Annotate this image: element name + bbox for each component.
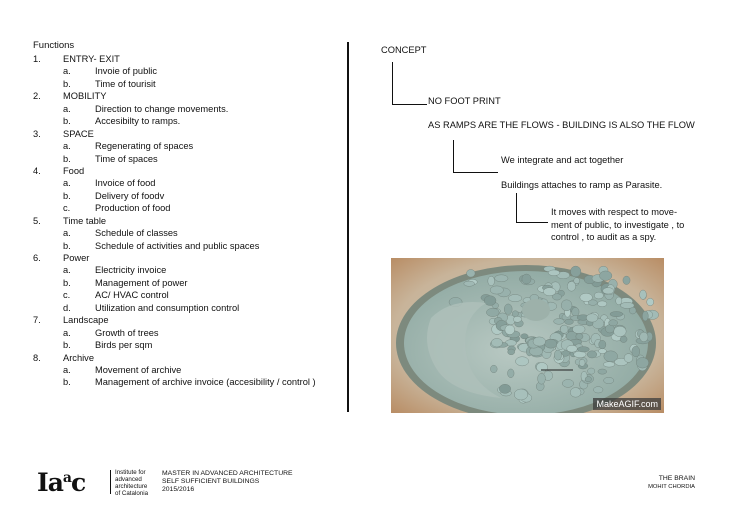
pebble	[616, 297, 622, 305]
subitem-letter: b.	[63, 190, 71, 201]
pebble	[490, 286, 503, 294]
function-subitem	[33, 153, 343, 165]
item-label: Power	[63, 253, 90, 263]
function-subitem	[33, 339, 343, 351]
subitem-letter: c.	[63, 290, 71, 301]
function-item	[33, 252, 343, 264]
pebble	[603, 288, 614, 294]
author-name: MOHIT CHORDIA	[648, 484, 695, 490]
subitem-text: Birds per sqm	[95, 340, 153, 351]
pebble	[562, 379, 573, 387]
pebble	[567, 345, 578, 352]
function-item	[33, 90, 343, 102]
subitem-letter: a.	[63, 178, 71, 189]
function-subitem	[33, 327, 343, 339]
subitem-text: Schedule of activities and public spaces	[95, 240, 260, 251]
pebble	[491, 338, 502, 347]
item-label: Archive	[63, 352, 95, 363]
subitem-text: Electricity invoice	[95, 265, 167, 276]
item-number: 4.	[33, 165, 41, 176]
function-subitem	[33, 376, 343, 388]
pebble	[508, 295, 522, 302]
pebble	[609, 320, 618, 326]
pebble	[529, 347, 542, 356]
function-item	[33, 314, 343, 326]
pebble	[588, 300, 597, 306]
pebble	[505, 325, 515, 335]
project-credit	[648, 475, 695, 491]
function-subitem	[33, 277, 343, 289]
connector-line	[392, 104, 427, 105]
subitem-letter: b.	[63, 153, 71, 164]
pebble	[600, 271, 612, 281]
function-subitem	[33, 264, 343, 276]
item-label: MOBILITY	[63, 91, 107, 102]
function-item	[33, 215, 343, 227]
pebble	[560, 325, 568, 333]
pebble	[533, 337, 546, 346]
pebble	[640, 290, 647, 299]
pebble	[561, 300, 572, 311]
function-subitem	[33, 190, 343, 202]
item-label: ENTRY- EXIT	[63, 54, 120, 64]
pebble	[586, 314, 598, 322]
subitem-text: Regenerating of spaces	[95, 141, 194, 152]
column-divider	[347, 42, 349, 412]
pebble	[572, 307, 579, 316]
function-subitem	[33, 302, 343, 314]
subitem-text: Accesibilty to ramps.	[95, 116, 181, 127]
pebble	[545, 339, 557, 348]
function-item	[33, 53, 343, 65]
item-number: 2.	[33, 91, 41, 102]
subitem-letter: b.	[63, 340, 71, 351]
pebble	[554, 319, 565, 325]
subitem-letter: b.	[63, 377, 71, 388]
subitem-text: Production of food	[95, 203, 171, 214]
functions-title: Functions	[33, 40, 75, 51]
moves-text: It moves with respect to move- ment of public, to investigate , to control , to audit as a spy.	[551, 207, 685, 242]
watermark: MakeAGIF.com	[593, 398, 661, 410]
connector-line	[453, 140, 454, 172]
pebble	[636, 358, 648, 369]
function-subitem	[33, 140, 343, 152]
pebble	[508, 349, 515, 355]
institute-name: Institute for advanced architecture of Catalonia	[115, 469, 149, 497]
subitem-text: Invoice of food	[95, 178, 156, 189]
pebble	[604, 377, 614, 383]
item-number: 6.	[33, 253, 41, 263]
pebble	[614, 326, 627, 336]
subitem-letter: a.	[63, 364, 71, 375]
pebble	[554, 350, 561, 360]
subitem-letter: a.	[63, 265, 71, 276]
subitem-text: Delivery of foodv	[95, 190, 165, 201]
item-number: 8.	[33, 352, 41, 363]
function-subitem	[33, 240, 343, 252]
subitem-letter: d.	[63, 302, 71, 313]
item-label: Food	[63, 165, 85, 176]
logo-divider	[110, 470, 111, 494]
pebble	[464, 281, 475, 286]
connector-line	[516, 222, 548, 223]
pebble	[490, 365, 497, 373]
pebble	[467, 270, 476, 278]
pebble	[522, 274, 531, 284]
pebble	[548, 270, 560, 276]
concept-title: CONCEPT	[381, 45, 427, 55]
pebble	[484, 296, 496, 306]
pebble	[516, 357, 529, 366]
subitem-text: Schedule of classes	[95, 228, 178, 239]
subitem-letter: a.	[63, 327, 71, 338]
function-subitem	[33, 103, 343, 115]
subitem-text: AC/ HVAC control	[95, 290, 169, 301]
project-title: THE BRAIN	[658, 475, 695, 482]
pebble	[579, 359, 585, 366]
function-subitem	[33, 289, 343, 301]
pebble	[585, 377, 591, 382]
subitem-letter: b.	[63, 116, 71, 127]
integrate-text: We integrate and act together	[501, 155, 624, 165]
connector-line	[453, 172, 498, 173]
pebble	[495, 275, 508, 282]
subitem-letter: b.	[63, 277, 71, 288]
function-subitem	[33, 227, 343, 239]
function-subitem	[33, 78, 343, 90]
no-foot-print-text: NO FOOT PRINT	[428, 96, 501, 106]
pebble	[571, 266, 581, 277]
pebble	[576, 334, 583, 340]
item-label: Landscape	[63, 315, 109, 326]
subitem-letter: a.	[63, 66, 71, 77]
pebble	[504, 304, 512, 315]
pebble	[632, 346, 640, 357]
pebble	[574, 278, 580, 284]
function-item	[33, 352, 343, 364]
pebble	[642, 311, 648, 321]
subitem-text: Management of archive invoice (accesibility / control )	[95, 377, 316, 388]
item-label: SPACE	[63, 128, 94, 139]
pebble	[508, 369, 515, 378]
subitem-letter: b.	[63, 78, 71, 89]
pebble	[620, 336, 627, 342]
pebble	[594, 292, 603, 299]
connector-line	[516, 193, 517, 222]
functions-list	[33, 53, 343, 389]
pebble	[488, 276, 495, 286]
subitem-text: Movement of archive	[95, 364, 182, 375]
pebble	[543, 288, 555, 296]
subitem-text: Time of tourisit	[95, 78, 156, 89]
subitem-letter: a.	[63, 141, 71, 152]
pebble	[598, 301, 607, 307]
function-item	[33, 165, 343, 177]
item-number: 1.	[33, 54, 41, 64]
pebble	[536, 363, 547, 373]
pebble	[486, 308, 499, 316]
function-subitem	[33, 177, 343, 189]
pebble	[514, 389, 528, 400]
pebble	[640, 332, 648, 342]
ramps-flow-text: AS RAMPS ARE THE FLOWS - BUILDING IS ALSO THE FLOW	[428, 120, 695, 130]
item-number: 7.	[33, 315, 41, 326]
pebble-water-image	[391, 258, 664, 413]
pebble	[610, 312, 623, 317]
pebble	[570, 388, 581, 398]
pebble	[538, 373, 546, 384]
pebble	[593, 387, 603, 393]
pebble	[620, 302, 634, 308]
function-subitem	[33, 202, 343, 214]
connector-line	[392, 62, 393, 104]
subitem-letter: a.	[63, 103, 71, 114]
function-subitem	[33, 65, 343, 77]
subitem-text: Invoie of public	[95, 66, 158, 77]
pebble	[647, 298, 654, 306]
pebble	[623, 276, 630, 284]
pebble	[578, 347, 590, 352]
pebble	[512, 311, 518, 317]
subitem-text: Management of power	[95, 277, 188, 288]
pebble	[587, 351, 597, 358]
function-subitem	[33, 115, 343, 127]
item-label: Time table	[63, 215, 107, 226]
pebble	[624, 354, 633, 363]
pebble	[573, 325, 586, 334]
pebble-illustration	[391, 258, 664, 413]
subitem-letter: c.	[63, 203, 71, 214]
parasite-text: Buildings attaches to ramp as Parasite.	[501, 180, 663, 190]
pebble	[598, 369, 607, 374]
subitem-text: Time of spaces	[95, 153, 158, 164]
subitem-text: Direction to change movements.	[95, 103, 229, 114]
subitem-letter: a.	[63, 228, 71, 239]
pebble	[588, 368, 595, 374]
item-number: 5.	[33, 215, 41, 226]
function-item	[33, 128, 343, 140]
pebble	[499, 384, 510, 393]
program-info: MASTER IN ADVANCED ARCHITECTURE SELF SUFFICIENT BUILDINGS 2015/2016	[162, 470, 293, 493]
iaac-logo: Ia$^a$c	[37, 468, 86, 497]
pebble	[513, 316, 521, 322]
subitem-text: Growth of trees	[95, 327, 159, 338]
pebble	[603, 362, 614, 367]
pebble	[521, 334, 529, 339]
subitem-text: Utilization and consumption control	[95, 302, 240, 313]
subitem-letter: b.	[63, 240, 71, 251]
function-subitem	[33, 364, 343, 376]
item-number: 3.	[33, 128, 41, 139]
pebble	[599, 340, 606, 349]
